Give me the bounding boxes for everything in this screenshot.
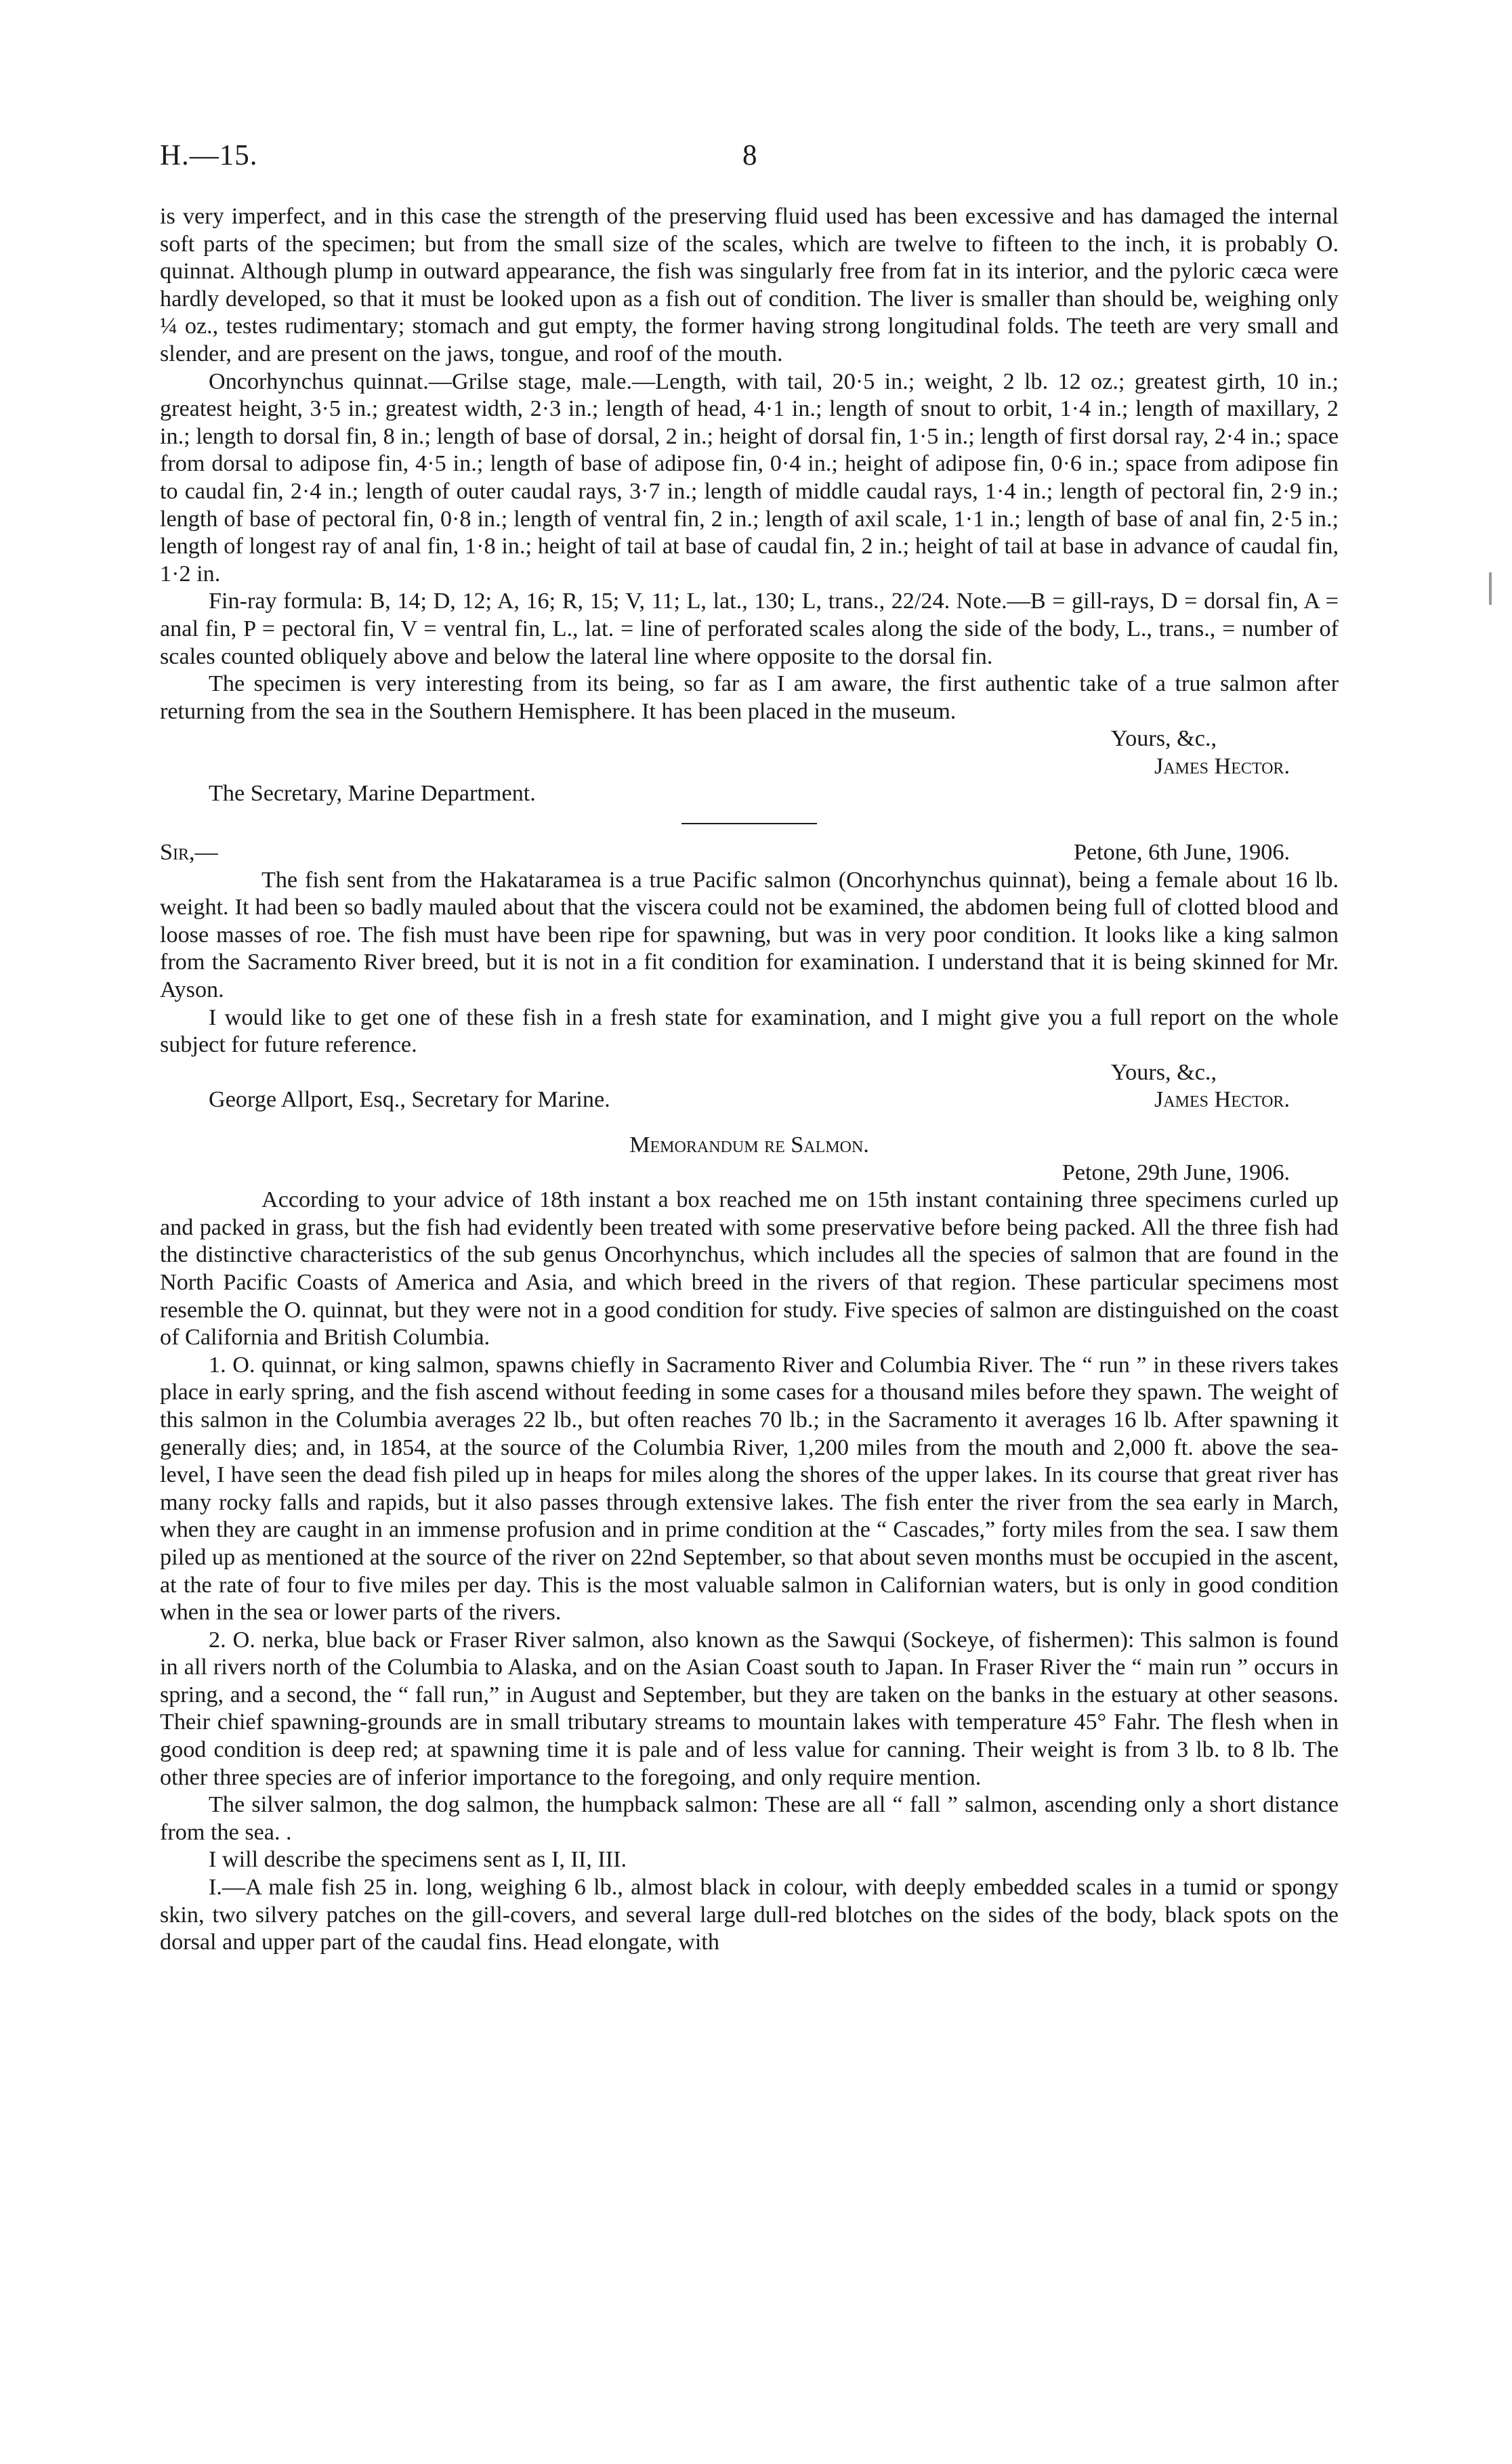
letter-paragraph: I would like to get one of these fish in a fresh state for examination, and I might give you a full report on the whole subject for future reference. xyxy=(160,1004,1339,1058)
place-date: Petone, 6th June, 1906. xyxy=(1073,840,1290,866)
memo-title: Memorandum re Salmon. xyxy=(629,1132,869,1157)
page-body xyxy=(160,203,1339,1957)
scan-margin-mark xyxy=(1489,572,1492,605)
letter-closing: Yours, &c., xyxy=(1110,1059,1217,1085)
document-reference: H.—15. xyxy=(160,140,258,171)
memo-paragraph: I.—A male fish 25 in. long, weighing 6 lb., almost black in colour, with deeply embedded scales in a tumid or spongy skin, two silvery patches on the gill-covers, and several large dull-red blotches on the sides of the body, black spots on the dorsal and upper part of the caudal fins. Head elongate, with xyxy=(160,1875,1339,1955)
letter-paragraph: The fish sent from the Hakataramea is a true Pacific salmon (Oncorhynchus quinnat), being a female about 16 lb. weight. It had been so badly mauled about that the viscera could not be examined, the abdomen being full of clotted blood and loose masses of roe. The fish must have been ripe for spawning, but was in very poor condition. It looks like a king salmon from the Sacramento River breed, but it is not in a fit condition for examination. I understand that it is being skinned for Mr. Ayson. xyxy=(160,867,1339,1003)
section-divider xyxy=(681,823,817,824)
memo-paragraph: According to your advice of 18th instant a box reached me on 15th instant containing three specimens curled up and packed in grass, but the fish had evidently been treated with some preservative before being packed. All the three fish had the distinctive characteristics of the sub genus Oncorhynchus, which includes all the species of salmon that are found in the North Pacific Coasts of America and Asia, and which breed in the rivers of that region. These particular specimens most resemble the O. quinnat, but they were not in a good condition for study. Five species of salmon are distinguished on the coast of California and British Columbia. xyxy=(160,1187,1339,1351)
memo-paragraph: 2. O. nerka, blue back or Fraser River salmon, also known as the Sawqui (Sockeye, of fishermen): This salmon is found in all rivers north of the Columbia to Alaska, and on the Asian Coast south to Japan. In Fraser River the “ main run ” occurs in spring, and a second, the “ fall run,” in August and September, but they are taken on the banks in the estuary at other seasons. Their chief spawning-grounds are in small tributary streams to mountain lakes with temperature 45° Fahr. The flesh when in good condition is deep red; at spawning time it is pale and of less value for canning. Their weight is from 3 lb. to 8 lb. The other three species are of inferior importance to the foregoing, and only require mention. xyxy=(160,1627,1339,1790)
page-header xyxy=(160,139,1339,179)
memo-place-date: Petone, 29th June, 1906. xyxy=(1062,1160,1290,1185)
signature: James Hector. xyxy=(1154,753,1290,779)
memo-paragraph: The silver salmon, the dog salmon, the humpback salmon: These are all “ fall ” salmon, ascending only a short distance from the sea. . xyxy=(160,1792,1339,1845)
memo-paragraph: I will describe the specimens sent as I, II, III. xyxy=(209,1847,627,1873)
letter-closing: Yours, &c., xyxy=(1110,726,1217,752)
paragraph-continued: is very imperfect, and in this case the strength of the preserving fluid used has been excessive and has damaged the internal soft parts of the specimen; but from the small size of the scales, which are twelve to fifteen to the inch, it is probably O. quinnat. Although plump in outward appearance, the fish was singularly free from fat in its interior, and the pyloric cæca were hardly developed, so that it must be looked upon as a fish out of condition. The liver is smaller than should be, weighing only ¼ oz., testes rudimentary; stomach and gut empty, the former having strong longitudinal folds. The teeth are very small and slender, and are present on the jaws, tongue, and roof of the mouth. xyxy=(160,204,1339,366)
paragraph-specimen-note: The specimen is very interesting from its being, so far as I am aware, the first authentic take of a true salmon after returning from the sea in the Southern Hemisphere. It has been placed in the museum. xyxy=(160,671,1339,724)
page-number: 8 xyxy=(742,140,757,171)
spacer xyxy=(160,1114,1339,1126)
paragraph-measurements: Oncorhynchus quinnat.—Grilse stage, male.—Length, with tail, 20·5 in.; weight, 2 lb. 12 oz.; greatest girth, 10 in.; greatest height, 3·5 in.; greatest width, 2·3 in.; length of head, 4·1 in.; length of snout to orbit, 1·4 in.; length of maxillary, 2 in.; length to dorsal fin, 8 in.; length of base of dorsal, 2 in.; height of dorsal fin, 1·5 in.; length of first dorsal ray, 2·4 in.; space from dorsal to adipose fin, 4·5 in.; length of base of adipose fin, 0·4 in.; height of adipose fin, 0·6 in.; space from adipose fin to caudal fin, 2·4 in.; length of outer caudal rays, 3·7 in.; length of middle caudal rays, 1·4 in.; length of pectoral fin, 2·9 in.; length of base of pectoral fin, 0·8 in.; length of ventral fin, 2 in.; length of axil scale, 1·1 in.; length of base of anal fin, 2·5 in.; length of longest ray of anal fin, 1·8 in.; height of tail at base of caudal fin, 2 in.; height of tail at base in advance of caudal fin, 1·2 in. xyxy=(160,368,1339,587)
signature: James Hector. xyxy=(1154,1087,1290,1113)
salutation: Sir,— xyxy=(160,840,218,866)
letter-heading xyxy=(160,839,1339,867)
memo-paragraph: 1. O. quinnat, or king salmon, spawns chiefly in Sacramento River and Columbia River. The “ run ” in these rivers takes place in early spring, and the fish ascend without feeding in some cases for a thousand miles before they spawn. The weight of this salmon in the Columbia averages 22 lb., but often reaches 70 lb.; in the Sacramento it averages 16 lb. After spawning it generally dies; and, in 1854, at the source of the Columbia River, 1,200 miles from the mouth and 2,000 ft. above the sea-level, I have seen the dead fish piled up in heaps for miles along the shores of the upper lakes. In its course that great river has many rocky falls and rapids, but it also passes through extensive lakes. The fish enter the river from the sea early in March, when they are caught in an immense profusion and in prime condition at the “ Cascades,” forty miles from the sea. I saw them piled up as mentioned at the source of the river on 22nd September, so that about seven months must be occupied in the ascent, at the rate of four to five miles per day. This is the most valuable salmon in Californian waters, but is only in good condition when in the sea or lower parts of the rivers. xyxy=(160,1352,1339,1626)
paragraph-fin-ray-formula: Fin-ray formula: B, 14; D, 12; A, 16; R, 15; V, 11; L, lat., 130; L, trans., 22/24. Note.—B = gill-rays, D = dorsal fin, A = anal fin, P = pectoral fin, V = ventral fin, L., lat. = line of perforated scales along the side of the body, L., trans., = number of scales counted obliquely above and below the lateral line where opposite to the dorsal fin. xyxy=(160,589,1339,669)
letter-footer xyxy=(160,1086,1339,1114)
addressee: George Allport, Esq., Secretary for Marine. xyxy=(209,1087,610,1113)
addressee: The Secretary, Marine Department. xyxy=(209,781,536,807)
